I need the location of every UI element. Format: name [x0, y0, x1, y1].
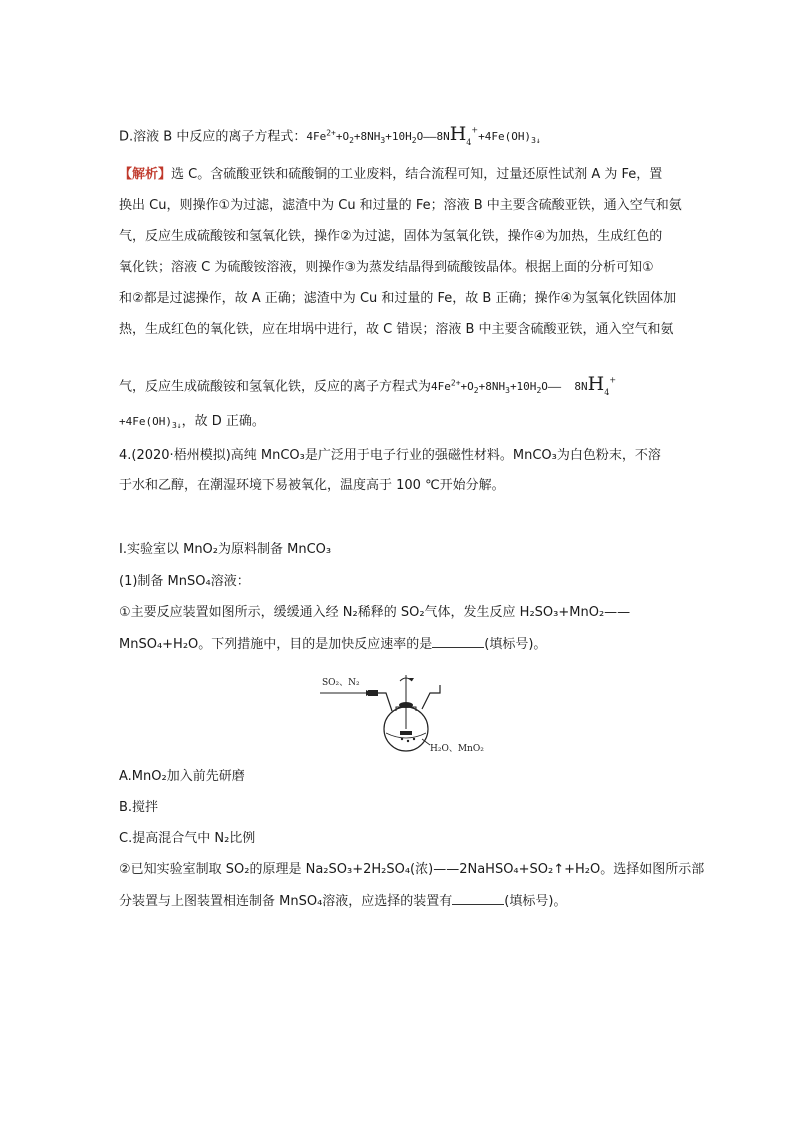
part1-title: Ⅰ.实验室以 MnO₂为原料制备 MnCO₃	[119, 542, 332, 557]
analysis-line-8: $+4Fe(OH)_{3↓}$，故 D 正确。	[119, 414, 265, 431]
answer-blank-1[interactable]	[432, 635, 484, 648]
analysis-line-7: 气，反应生成硫酸铵和氢氧化铁，反应的离子方程式为$4Fe^{2+}+O_2+8NH_3+10H_2O——$ $8NH_4^+$	[119, 373, 617, 398]
analysis-line-2: 换出 Cu，则操作①为过滤，滤渣中为 Cu 和过量的 Fe；溶液 B 中主要含硫酸亚铁，通入空气和氨	[119, 198, 682, 213]
option-d-label: D.溶液 B 中反应的离子方程式：	[119, 129, 307, 145]
q4-line-2: 于水和乙醇，在潮湿环境下易被氧化，温度高于 100 ℃开始分解。	[119, 478, 505, 493]
option-a: A.MnO₂加入前先研磨	[119, 769, 245, 784]
analysis-line-1: 【解析】选 C。含硫酸亚铁和硫酸铜的工业废料，结合流程可知，过量还原性试剂 A 为 Fe，置	[119, 167, 663, 182]
q2-line-2: 分装置与上图装置相连制备 MnSO₄溶液，应选择的装置有 (填标号)。	[119, 894, 567, 909]
outlet-tube	[422, 685, 440, 709]
analysis-line-4: 氧化铁；溶液 C 为硫酸铵溶液，则操作③为蒸发结晶得到硫酸铵晶体。根据上面的分析可知①	[119, 260, 654, 275]
option-b: B.搅拌	[119, 800, 159, 815]
inlet-tube	[378, 693, 392, 711]
answer-blank-2[interactable]	[452, 892, 504, 905]
analysis-line-5: 和②都是过滤操作，故 A 正确；滤渣中为 Cu 和过量的 Fe，故 B 正确；操作④为氢氧化铁固体加	[119, 291, 677, 306]
part1-sub1: (1)制备 MnSO₄溶液：	[119, 574, 250, 589]
q4-line-1: 4.(2020·梧州模拟)高纯 MnCO₃是广泛用于电子行业的强磁性材料。MnCO₃为白色粉末，不溶	[119, 448, 661, 463]
analysis-line-3: 气，反应生成硫酸铵和氢氧化铁，操作②为过滤，固体为氢氧化铁，操作④为加热，生成红色的	[119, 229, 663, 244]
rubber-stopper-left	[368, 690, 378, 696]
analysis-line-6: 热，生成红色的氧化铁，应在坩埚中进行，故 C 错误；溶液 B 中主要含硫酸亚铁，通入空气和氨	[119, 322, 674, 337]
equation-d: $4Fe^{2+}+O_2+8NH_3+10H_2O——8N$	[306, 128, 450, 146]
flask-contents-label: H₂O、MnO₂	[430, 744, 484, 754]
reaction-apparatus-figure	[318, 673, 498, 755]
gas-label: SO₂、N₂	[322, 678, 360, 688]
q1-line-1: ①主要反应装置如图所示，缓缓通入经 N₂稀释的 SO₂气体，发生反应 H₂SO₃+MnO₂——	[119, 605, 631, 620]
option-c: C.提高混合气中 N₂比例	[119, 831, 256, 846]
stirrer-blade	[400, 731, 412, 735]
q2-line-1: ②已知实验室制取 SO₂的原理是 Na₂SO₃+2H₂SO₄(浓)——2NaHSO₄+SO₂↑+H₂O。选择如图所示部	[119, 862, 705, 877]
analysis-tag: 【解析】	[119, 167, 172, 182]
ammonium-H: $H_4^+$	[449, 123, 479, 148]
q1-line-2: MnSO₄+H₂O。下列措施中，目的是加快反应速率的是 (填标号)。	[119, 637, 547, 652]
option-d: D.溶液 B 中反应的离子方程式：$4Fe^{2+}+O_2+8NH_3+10H_2O——8NH_4^++4Fe(OH)_{3↓}$	[119, 123, 541, 148]
